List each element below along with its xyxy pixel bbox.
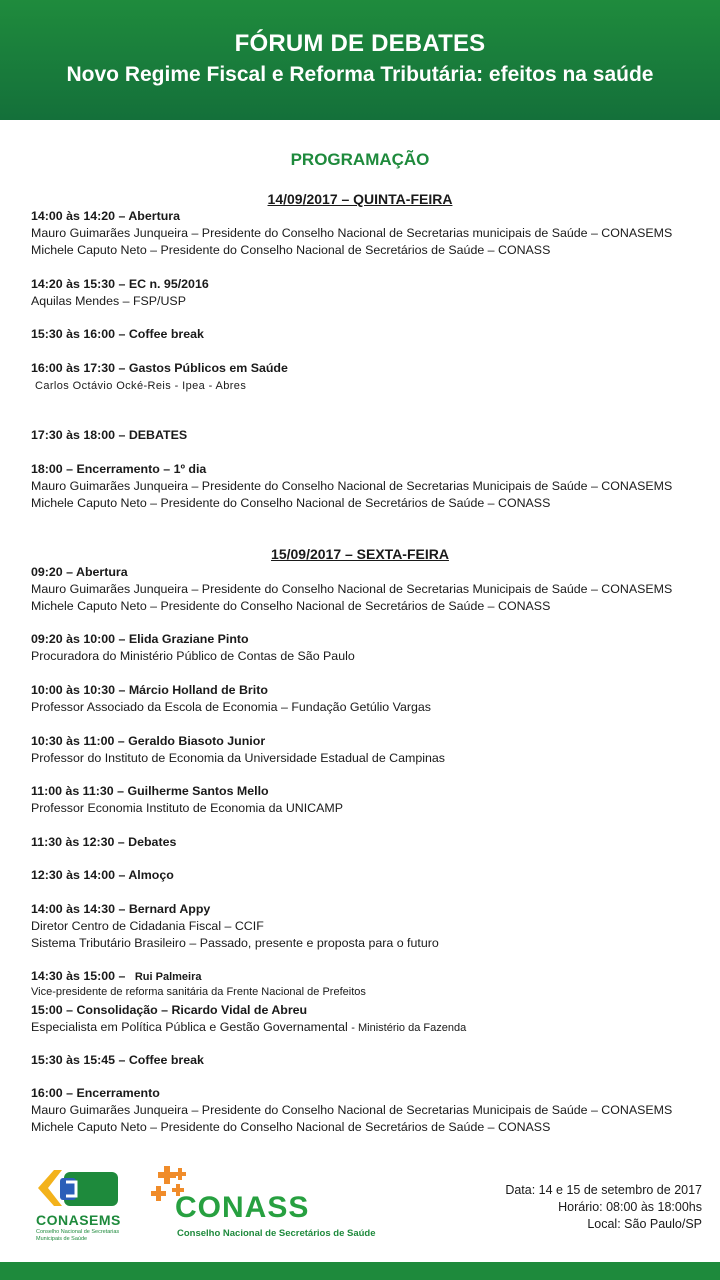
- schedule-time-line: 15:30 às 15:45 – Coffee break: [31, 1053, 204, 1067]
- speaker-name: Rui Palmeira: [134, 971, 202, 983]
- schedule-time-line: 14:20 às 15:30 – EC n. 95/2016: [31, 277, 209, 291]
- schedule-detail-line: Carlos Octávio Ocké-Reis - Ipea - Abres: [35, 380, 247, 392]
- event-time: Horário: 08:00 às 18:00hs: [558, 1200, 702, 1214]
- schedule-detail-line: Sistema Tributário Brasileiro – Passado, presente e proposta para o futuro: [31, 936, 439, 950]
- schedule-detail-line: Mauro Guimarães Junqueira – Presidente do Conselho Nacional de Secretarias Municipais de Saúde – CONASEMS: [31, 582, 673, 596]
- schedule-detail-line: Michele Caputo Neto – Presidente do Conselho Nacional de Secretários de Saúde – CONASS: [31, 1120, 551, 1134]
- schedule-time-line: 10:30 às 11:00 – Geraldo Biasoto Junior: [31, 734, 266, 748]
- schedule-detail-line: Mauro Guimarães Junqueira – Presidente do Conselho Nacional de Secretarias Municipais de Saúde – CONASEMS: [31, 479, 673, 493]
- schedule-detail-line: Professor Economia Instituto de Economia da UNICAMP: [31, 801, 343, 815]
- day1-heading: 14/09/2017 – QUINTA-FEIRA: [267, 191, 453, 207]
- schedule-detail-line: Professor do Instituto de Economia da Universidade Estadual de Campinas: [31, 751, 445, 765]
- schedule-time-line: [31, 968, 201, 985]
- schedule-time-line: 16:00 às 17:30 – Gastos Públicos em Saúde: [31, 361, 288, 375]
- event-info: [505, 1182, 702, 1233]
- schedule-time-line: 15:00 – Consolidação – Ricardo Vidal de Abreu: [31, 1003, 308, 1017]
- conass-full-name: Conselho Nacional de Secretários de Saúde: [177, 1228, 376, 1239]
- forum-subtitle: Novo Regime Fiscal e Reforma Tributária: efeitos na saúde: [66, 63, 654, 86]
- programacao-title: PROGRAMAÇÃO: [290, 150, 430, 169]
- schedule-detail-line: Professor Associado da Escola de Economia – Fundação Getúlio Vargas: [31, 700, 431, 714]
- conasems-full-name: Conselho Nacional de Secretarias Municipais de Saúde: [36, 1229, 120, 1242]
- schedule-detail-line: [31, 1019, 466, 1036]
- schedule-detail-line: Diretor Centro de Cidadania Fiscal – CCIF: [31, 919, 264, 933]
- schedule-detail-line: Aquilas Mendes – FSP/USP: [31, 294, 186, 308]
- schedule-detail-line: Michele Caputo Neto – Presidente do Conselho Nacional de Secretários de Saúde – CONASS: [31, 496, 551, 510]
- schedule-time-line: 09:20 às 10:00 – Elida Graziane Pinto: [31, 632, 249, 646]
- schedule-time-line: 16:00 – Encerramento: [31, 1086, 160, 1100]
- schedule-detail-line: Michele Caputo Neto – Presidente do Conselho Nacional de Secretários de Saúde – CONASS: [31, 599, 551, 613]
- schedule-time-line: 17:30 às 18:00 – DEBATES: [31, 428, 188, 442]
- time-range: 14:30 às 15:00 –: [31, 969, 126, 983]
- role-text: Especialista em Política Pública e Gestão Governamental: [31, 1020, 348, 1034]
- ministry-text: - Ministério da Fazenda: [351, 1022, 467, 1034]
- schedule-time-line: 10:00 às 10:30 – Márcio Holland de Brito: [31, 683, 268, 697]
- schedule-time-line: 14:00 às 14:20 – Abertura: [31, 209, 181, 223]
- header-banner: [0, 0, 720, 120]
- schedule-detail-line: Mauro Guimarães Junqueira – Presidente do Conselho Nacional de Secretarias Municipais de Saúde – CONASEMS: [31, 1103, 673, 1117]
- schedule-time-line: 18:00 – Encerramento – 1º dia: [31, 462, 207, 476]
- conasems-name: CONASEMS: [36, 1212, 121, 1228]
- footer-bar: [0, 1262, 720, 1280]
- schedule-detail-line: Procuradora do Ministério Público de Contas de São Paulo: [31, 649, 355, 663]
- conasems-logo-icon: [36, 1166, 126, 1216]
- schedule-detail-line: Vice-presidente de reforma sanitária da Frente Nacional de Prefeitos: [31, 986, 366, 998]
- schedule-time-line: 09:20 – Abertura: [31, 565, 128, 579]
- schedule-detail-line: Michele Caputo Neto – Presidente do Conselho Nacional de Secretários de Saúde – CONASS: [31, 243, 551, 257]
- schedule-time-line: 15:30 às 16:00 – Coffee break: [31, 327, 204, 341]
- schedule-time-line: 12:30 às 14:00 – Almoço: [31, 868, 174, 882]
- event-location: Local: São Paulo/SP: [587, 1217, 702, 1231]
- forum-title: FÓRUM DE DEBATES: [234, 30, 486, 57]
- schedule-time-line: 14:00 às 14:30 – Bernard Appy: [31, 902, 211, 916]
- day2-heading: 15/09/2017 – SEXTA-FEIRA: [271, 546, 449, 562]
- schedule-detail-line: Mauro Guimarães Junqueira – Presidente do Conselho Nacional de Secretarias municipais de Saúde – CONASEMS: [31, 226, 673, 240]
- schedule-time-line: 11:30 às 12:30 – Debates: [31, 835, 177, 849]
- event-date: Data: 14 e 15 de setembro de 2017: [505, 1183, 702, 1197]
- schedule-time-line: 11:00 às 11:30 – Guilherme Santos Mello: [31, 784, 269, 798]
- conass-name: CONASS: [175, 1191, 310, 1224]
